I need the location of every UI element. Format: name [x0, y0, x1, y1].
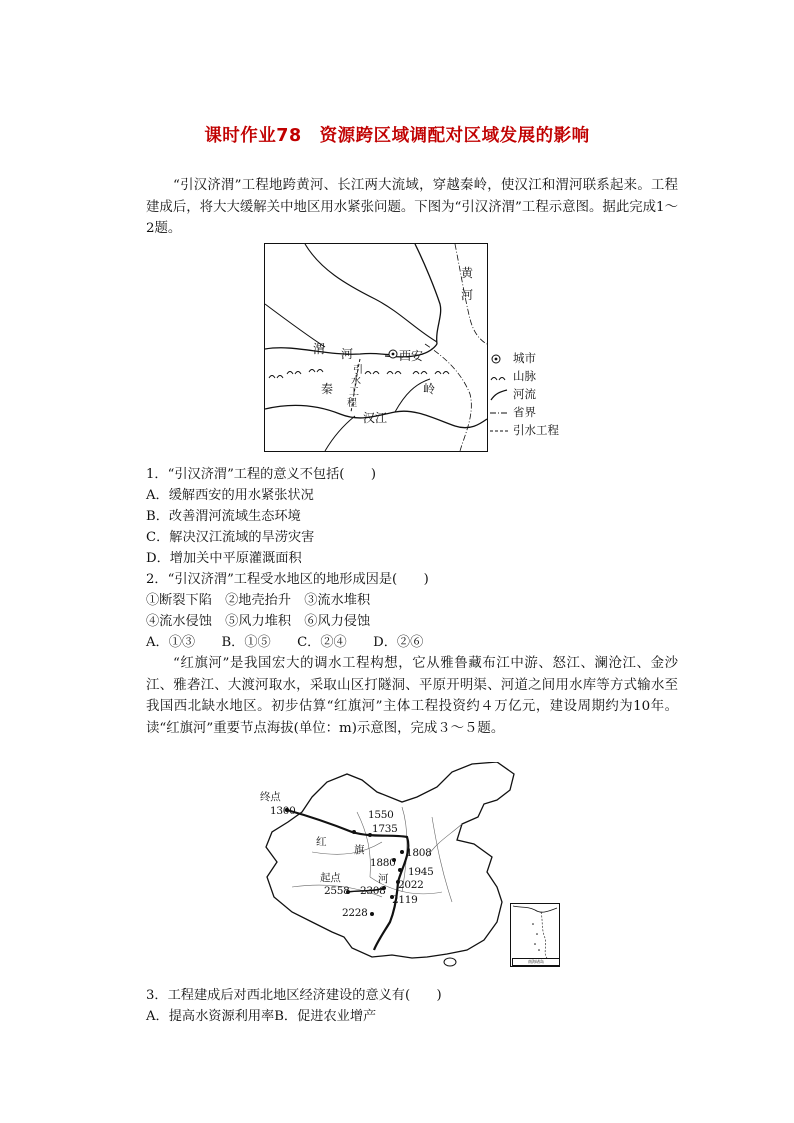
passage-yinhanjiwei: “引汉济渭”工程地跨黄河、长江两大流域，穿越秦岭，使汉江和渭河联系起来。工程建成后，将大大缓解关中地区用水紧张问题。下图为“引汉济渭”工程示意图。据此完成1～2题。 — [146, 178, 678, 236]
elevation-2228: 2228 — [342, 907, 368, 919]
elevation-1300: 1300 — [270, 805, 296, 817]
map-label-ling: 岭 — [423, 382, 436, 396]
map-label-hanjiang: 汉江 — [363, 411, 388, 425]
map2-label-start: 起点 — [320, 872, 341, 884]
yinhanjiwei-map — [264, 243, 488, 452]
elevation-1735: 1735 — [372, 823, 398, 835]
question-1-options — [146, 485, 314, 569]
map-label-he: 河 — [461, 288, 474, 302]
han-tributary-line — [325, 416, 355, 451]
northern-river-line — [305, 244, 437, 342]
map-label-qin: 秦 — [321, 382, 334, 396]
question-1-option-c: C．解决汉江流域的旱涝灾害 — [146, 530, 315, 545]
question-1-option-a: A．缓解西安的用水紧张状况 — [146, 488, 314, 503]
elevation-1808: 1808 — [406, 847, 432, 859]
legend-label-diversion: 引水工程 — [513, 423, 559, 437]
elevation-2022: 2022 — [398, 879, 424, 891]
passage-hongqihe: “红旗河”是我国宏大的调水工程构想，它从雅鲁藏布江中游、怒江、澜沧江、金沙江、雅砻江、大渡河取水，采取山区打隧洞、平原开明渠、河道之间用水库等方式输水至我国西北缺水地区。初步估算“红旗河”主体工程投资约４万亿元，建设周期约为10年。读“红旗河”重要节点海拔(单位：m)示意图，完成３～５题。 — [146, 656, 678, 736]
question-2-items-row1: ①断裂下陷 ②地壳抬升 ③流水堆积 — [146, 593, 371, 608]
mountain-icon — [489, 370, 509, 384]
map-label-wei-he: 河 — [341, 347, 354, 361]
inset-drawing — [511, 904, 559, 960]
question-1-option-d: D．增加关中平原灌溉面积 — [146, 551, 302, 566]
question-3-stem: 3．工程建成后对西北地区经济建设的意义有( ) — [146, 988, 442, 1003]
question-1-stem: 1．“引汉济渭”工程的意义不包括( ) — [146, 467, 376, 482]
map2-label-end: 终点 — [260, 791, 281, 803]
map2-label-qi: 旗 — [354, 844, 365, 856]
map-legend — [489, 350, 579, 440]
question-1-option-b: B．改善渭河流域生态环境 — [146, 509, 301, 524]
diversion-line-icon — [489, 424, 509, 438]
elevation-1945: 1945 — [408, 866, 434, 878]
elevation-2558: 2558 — [324, 885, 350, 897]
map-label-yin3: 工 — [349, 387, 359, 398]
map-label-wei: 渭 — [313, 342, 326, 356]
wei-river-line — [265, 348, 393, 355]
map2-label-he: 河 — [378, 873, 389, 885]
river-icon — [489, 388, 509, 402]
question-3-options: A．提高水资源利用率B．促进农业增产 — [146, 1009, 377, 1024]
question-2-items-row2: ④流水侵蚀 ⑤风力堆积 ⑥风力侵蚀 — [146, 614, 371, 629]
elevation-1880: 1880 — [370, 857, 396, 869]
legend-label-border: 省界 — [513, 405, 536, 419]
map-label-xian: 西安 — [399, 349, 424, 363]
map-label-yin2: 水 — [351, 376, 361, 387]
city-icon — [489, 352, 509, 366]
map-label-huang: 黄 — [461, 266, 474, 280]
province-border-icon — [489, 406, 509, 420]
elevation-2308: 2308 — [360, 885, 386, 897]
page-title: 课时作业78 资源跨区域调配对区域发展的影响 — [204, 126, 590, 146]
legend-label-river: 河流 — [513, 387, 536, 401]
legend-label-city: 城市 — [513, 351, 536, 365]
province-border-south — [425, 344, 471, 451]
question-2-stem: 2．“引汉济渭”工程受水地区的地形成因是( ) — [146, 572, 429, 587]
elevation-1550: 1550 — [368, 809, 394, 821]
map-label-yin1: 引 — [353, 365, 363, 376]
inset-caption: 南海诸岛 — [512, 958, 560, 966]
south-china-sea-inset — [510, 903, 560, 967]
legend-label-mountain: 山脉 — [513, 369, 536, 383]
question-2-options: A．①③ B．①⑤ C．②④ D．②⑥ — [146, 635, 424, 650]
elevation-2119: 2119 — [392, 894, 418, 906]
map2-label-hong: 红 — [316, 836, 327, 848]
map-label-yin4: 程 — [347, 398, 357, 409]
